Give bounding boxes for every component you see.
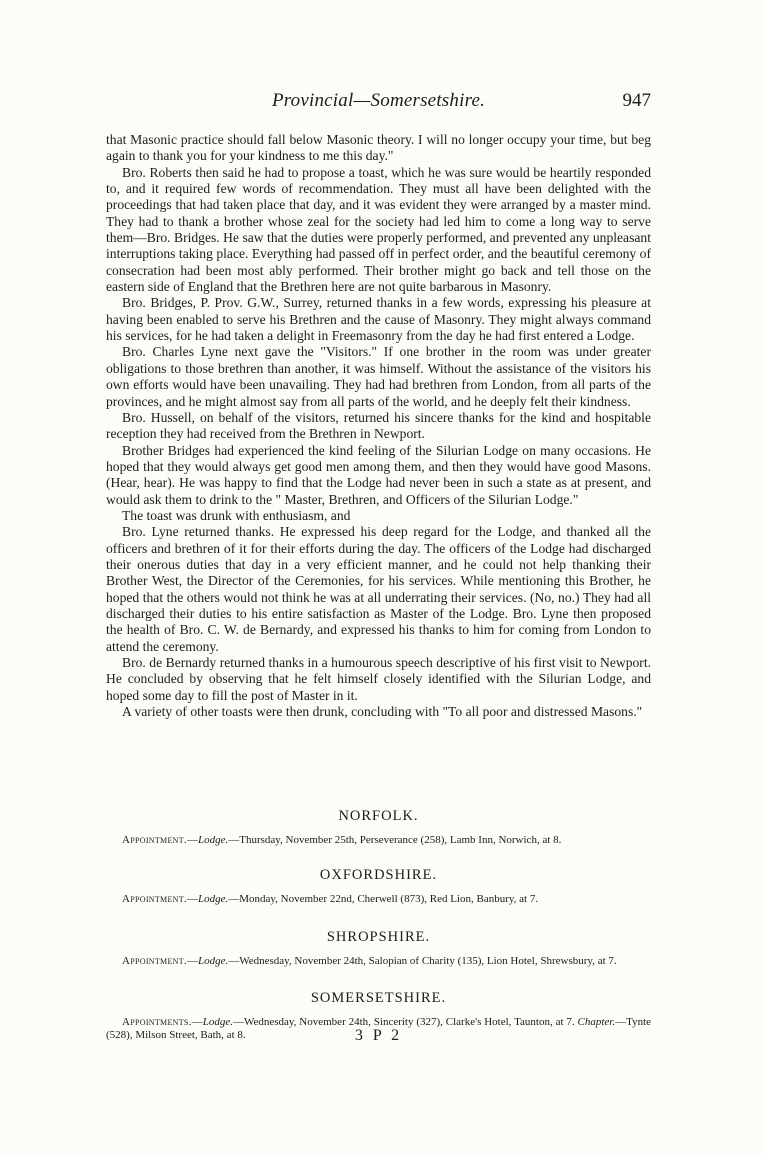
appointment-details: —Wednesday, November 24th, Sincerity (327), Clarke's Hotel, Taunton, at 7. [232, 1016, 575, 1028]
paragraph: Bro. Hussell, on behalf of the visitors, returned his sincere thanks for the kind and hospitable reception they had received from the Brethren in Newport. [106, 409, 651, 442]
paragraph: Bro. Charles Lyne next gave the "Visitors." If one brother in the room was under greater obligations to those brethren than another, it was himself. Without the assistance of the visitors his own efforts would have been unavailing. They had had brethren from London, from all parts of the provinces, and he might almost say from all parts of the world, and he deeply felt their kindness. [106, 344, 651, 409]
section-heading: OXFORDSHIRE. [319, 867, 438, 883]
paragraph: Bro. de Bernardy returned thanks in a humourous speech descriptive of his first visit to Newport. He concluded by observing that he felt himself closely identified with the Silurian Lodge, and hoped some day to fill the post of Master in it. [106, 655, 651, 703]
meeting-kind: Lodge. [197, 834, 229, 846]
appointment-label: Appointment. [122, 834, 187, 846]
meeting-kind: Lodge. [202, 1016, 233, 1028]
section-heading: NORFOLK. [338, 808, 419, 824]
appointment-notice: Appointment.—Lodge.—Wednesday, November 24th, Salopian of Charity (135), Lion Hotel, Shrewsbury, at 7. [122, 955, 617, 967]
paragraph: Bro. Roberts then said he had to propose a toast, which he was sure would be heartily responded to, and it required few words of recommendation. They must all have been delighted with the proceedings that had taken place that day, and it was evident they were arranged by a master mind. They had to thank a brother whose zeal for the society had led him to come a long way to serve them—Bro. Bridges. He saw that the duties were properly performed, and prevented any unpleasant interruptions taking place. Everything had passed off in perfect order, and the beautiful ceremony of consecration had been most ably performed. Their brother might go back and tell those on the eastern side of England that the Brethren here are not quite barbarous in Masonry. [106, 164, 651, 295]
meeting-kind: Lodge. [197, 893, 229, 905]
paragraph: The toast was drunk with enthusiasm, and [122, 507, 351, 523]
appointment-label: Appointment. [122, 955, 187, 967]
section-shropshire [106, 929, 651, 968]
paragraph: that Masonic practice should fall below Masonic theory. I will no longer occupy your time, but beg again to thank you for your kindness to me this day." [106, 132, 651, 164]
appointment-details: —Monday, November 22nd, Cherwell (873), Red Lion, Banbury, at 7. [228, 893, 539, 905]
paragraph: Bro. Lyne returned thanks. He expressed his deep regard for the Lodge, and thanked all the officers and brethren of it for their efforts during the day. The officers of the Lodge had discharged their onerous duties that day in a very efficient manner, and he could not help thanking their Brother West, the Director of the Ceremonies, for his services. While mentioning this Brother, he hoped that the others would not think he was at all underrating their services. (No, no.) They had all discharged their duties to his entire satisfaction as Master of the Lodge. Bro. Lyne then proposed the health of Bro. C. W. de Bernardy, and expressed his thanks to him for coming from London to attend the ceremony. [106, 524, 651, 654]
paragraph: A variety of other toasts were then drunk, concluding with "To all poor and distressed Masons." [122, 704, 643, 720]
page-number: 947 [622, 90, 651, 111]
meeting-kind: Lodge. [197, 955, 229, 967]
paragraph: Bro. Bridges, P. Prov. G.W., Surrey, returned thanks in a few words, expressing his pleasure at having been enabled to serve his Brethren and the cause of Masonry. They might always command his services, for he had taken a delight in Freemasonry from the day he had first entered a Lodge. [106, 295, 651, 344]
appointment-details: —Wednesday, November 24th, Salopian of Charity (135), Lion Hotel, Shrewsbury, at 7. [228, 955, 617, 967]
running-title: Provincial—Somersetshire. [271, 90, 486, 111]
appointment-notice: Appointment.—Lodge.—Thursday, November 25th, Perseverance (258), Lamb Inn, Norwich, at 8. [122, 834, 562, 846]
appointment-details: —Thursday, November 25th, Perseverance (258), Lamb Inn, Norwich, at 8. [228, 834, 562, 846]
appointment-notice: Appointments.—Lodge.—Wednesday, November 24th, Sincerity (327), Clarke's Hotel, Taunton, at 7. Chapter.—Tynte (528), Milson Street, Bath, at 8. [106, 1016, 652, 1041]
appointment-details: —Tynte (528), Milson Street, Bath, at 8. [106, 1016, 652, 1041]
section-oxfordshire [106, 867, 651, 906]
appointment-notice: Appointment.—Lodge.—Monday, November 22nd, Cherwell (873), Red Lion, Banbury, at 7. [122, 893, 539, 905]
appointment-label: Appointment. [122, 893, 187, 905]
meeting-kind: Chapter. [577, 1016, 616, 1028]
section-heading: SOMERSETSHIRE. [310, 990, 447, 1006]
article-body [106, 132, 651, 720]
page-header [106, 90, 651, 116]
paragraph: Brother Bridges had experienced the kind feeling of the Silurian Lodge on many occasions. He hoped that they would always get good men among them, and then they would have good Masons. (Hear, hear). He was happy to find that the Lodge had never been in such a state as at present, and would ask them to drink to the " Master, Brethren, and Officers of the Silurian Lodge." [106, 442, 651, 507]
printer-signature-mark: 3 P 2 [354, 1027, 403, 1044]
section-norfolk [106, 808, 651, 847]
appointment-label: Appointments. [122, 1016, 192, 1028]
section-heading: SHROPSHIRE. [326, 929, 431, 945]
